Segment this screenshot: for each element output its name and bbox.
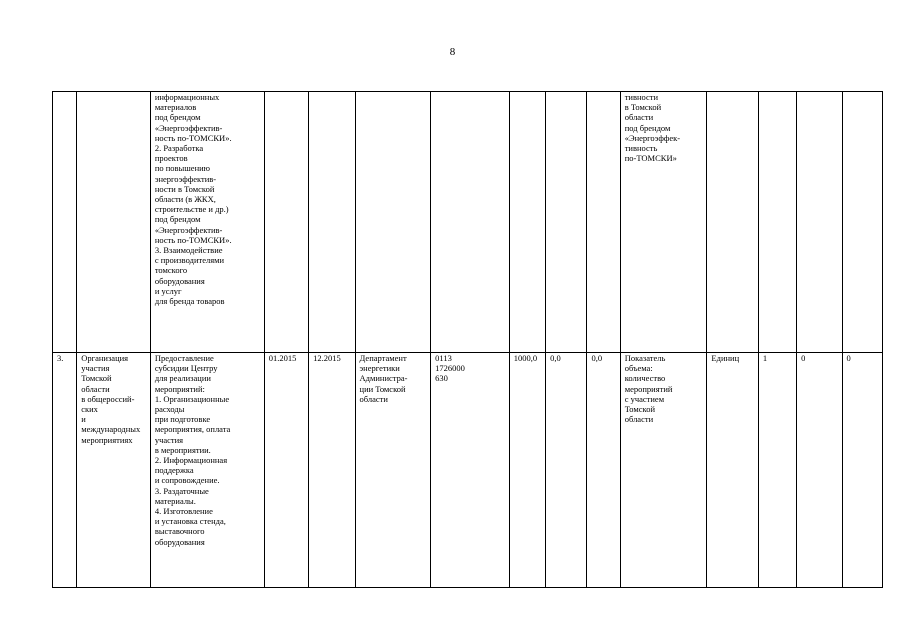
amount-cell: 0,0 (546, 353, 587, 588)
event-content-cell: информационных материалов под брендом «Энергоэффектив- ность по-ТОМСКИ». 2. Разработка проектов по повышению энергоэффектив- ности в Томской области (в ЖКХ, строительстве и др.) под брендом «Энергоэффектив- ность по-ТОМСКИ». 3. Взаимодействие с производителями томского оборудования и услуг для бренда товаров (150, 92, 264, 353)
value-cell: 0 (797, 353, 842, 588)
unit-cell: Единиц (707, 353, 758, 588)
total-amount-cell (509, 92, 545, 353)
budget-code-cell: 0113 1726000 630 (431, 353, 510, 588)
total-amount-cell: 1000,0 (509, 353, 545, 588)
event-content-cell: Предоставление субсидии Центру для реализации мероприятий: 1. Организационные расходы при подготовке мероприятия, оплата участия в мероприятии. 2. Информационная поддержка и сопровождение. 3. Раздаточные материалы. 4. Изготовление и установка стенда, выставочного оборудования (150, 353, 264, 588)
unit-cell (707, 92, 758, 353)
end-date-cell (309, 92, 355, 353)
end-date-cell: 12.2015 (309, 353, 355, 588)
value-cell: 1 (758, 353, 796, 588)
row-number-cell (53, 92, 77, 353)
value-cell (842, 92, 882, 353)
executor-cell: Департамент энергетики Администра- ции Томской области (355, 353, 431, 588)
amount-cell (587, 92, 620, 353)
table-row (53, 92, 883, 353)
indicator-cell: Показатель объема: количество мероприятий с участием Томской области (620, 353, 707, 588)
value-cell (758, 92, 796, 353)
value-cell (797, 92, 842, 353)
value-cell: 0 (842, 353, 882, 588)
amount-cell (546, 92, 587, 353)
amount-cell: 0,0 (587, 353, 620, 588)
executor-cell (355, 92, 431, 353)
budget-code-cell (431, 92, 510, 353)
event-name-cell: Организация участия Томской области в общероссий- ских и международных мероприятиях (77, 353, 151, 588)
start-date-cell (264, 92, 308, 353)
row-number-cell: 3. (53, 353, 77, 588)
indicator-cell: тивности в Томской области под брендом «Энергоэффек- тивность по-ТОМСКИ» (620, 92, 707, 353)
page-number: 8 (449, 46, 456, 58)
program-table (52, 91, 883, 588)
start-date-cell: 01.2015 (264, 353, 308, 588)
event-name-cell (77, 92, 151, 353)
table-row (53, 353, 883, 588)
